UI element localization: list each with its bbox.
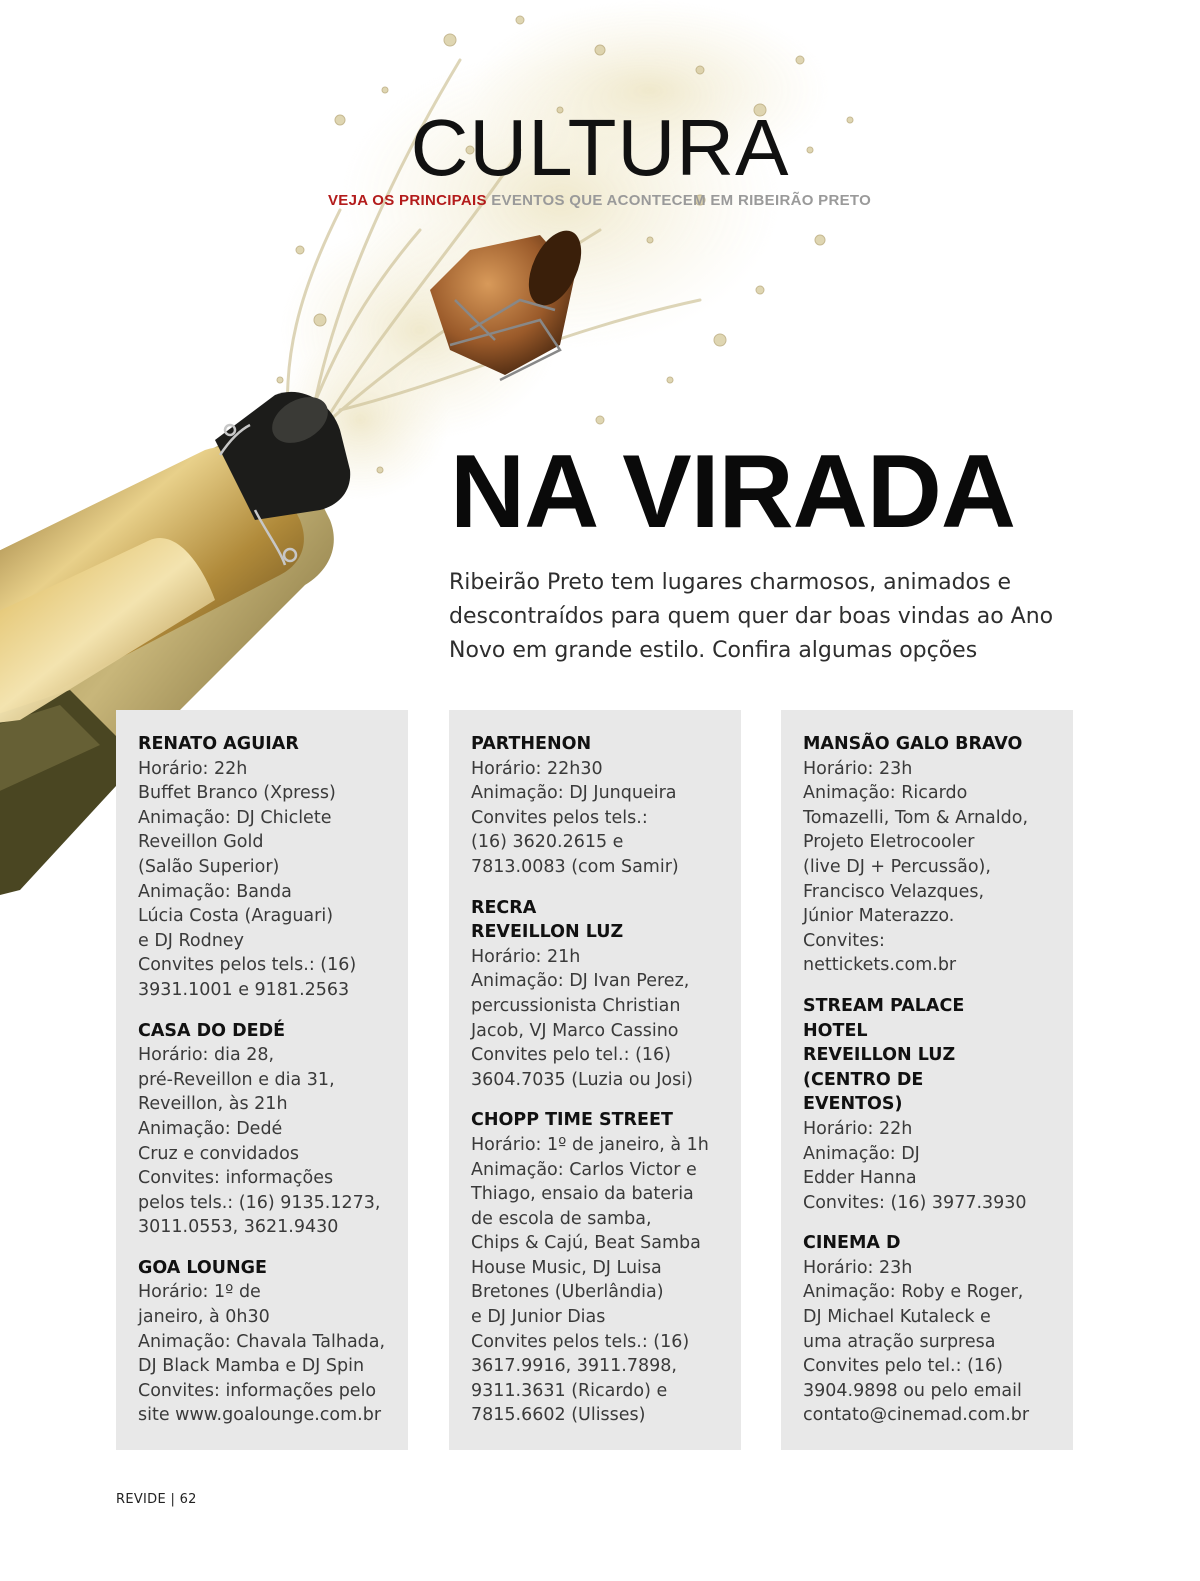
venue-stream-palace-hotel	[803, 994, 1055, 1215]
venue-details: Horário: 22h Buffet Branco (Xpress) Animação: DJ Chiclete Reveillon Gold (Salão Superior) Animação: Banda Lúcia Costa (Araguari) e DJ Rodney Convites pelos tels.: (16) 3931.1001 e 9181.2563	[138, 758, 357, 1000]
section-subtitle	[328, 192, 871, 209]
venue-goa-lounge	[138, 1256, 390, 1428]
article-headline: NA VIRADA	[450, 434, 1015, 550]
subtitle-rest: EVENTOS QUE ACONTECEM EM RIBEIRÃO PRETO	[486, 192, 872, 209]
venue-details: Horário: 1º de janeiro, à 0h30 Animação: Chavala Talhada, DJ Black Mamba e DJ Spin Convites: informações pelo site www.goalounge.com.br	[138, 1282, 386, 1426]
venue-parthenon	[471, 732, 723, 880]
venue-name: CINEMA D	[803, 1233, 901, 1254]
venue-recra	[471, 896, 723, 1093]
footer-separator: |	[170, 1492, 176, 1507]
events-column-3	[781, 710, 1073, 1450]
venue-name: MANSÃO GALO BRAVO	[803, 734, 1023, 754]
venue-name: CASA DO DEDÉ	[138, 1020, 286, 1041]
section-title: CULTURA	[410, 103, 790, 192]
venue-details: Horário: 22h Animação: DJ Edder Hanna Convites: (16) 3977.3930	[803, 1118, 1027, 1213]
venue-details: Horário: 23h Animação: Roby e Roger, DJ Michael Kutaleck e uma atração surpresa Convites pelo tel.: (16) 3904.9898 ou pelo email contato@cinemad.com.br	[803, 1257, 1030, 1426]
events-column-1	[116, 710, 408, 1450]
venue-details: Horário: 23h Animação: Ricardo Tomazelli, Tom & Arnaldo, Projeto Eletrocooler (live DJ + Percussão), Francisco Velazques, Júnior Materazzo. Convites: nettickets.com.br	[803, 758, 1029, 976]
venue-mansao-galo-bravo	[803, 732, 1055, 978]
article-lead: Ribeirão Preto tem lugares charmosos, animados e descontraídos para quem quer dar boas vindas ao Ano Novo em grande estilo. Confira algumas opções	[449, 570, 1054, 663]
venue-cinema-d	[803, 1231, 1055, 1428]
subtitle-highlight: VEJA OS PRINCIPAIS	[328, 192, 487, 209]
magazine-name: REVIDE	[116, 1492, 166, 1507]
venue-chopp-time-street	[471, 1108, 723, 1428]
venue-name: RECRA REVEILLON LUZ	[471, 897, 624, 943]
venue-name: RENATO AGUIAR	[138, 734, 299, 754]
venue-casa-do-dede	[138, 1019, 390, 1240]
venue-details: Horário: 22h30 Animação: DJ Junqueira Convites pelos tels.: (16) 3620.2615 e 7813.0083 (com Samir)	[471, 758, 679, 877]
page-footer	[116, 1492, 197, 1507]
venue-name: GOA LOUNGE	[138, 1257, 267, 1278]
venue-details: Horário: 21h Animação: DJ Ivan Perez, percussionista Christian Jacob, VJ Marco Cassino Convites pelo tel.: (16) 3604.7035 (Luzia ou Josi)	[471, 946, 693, 1090]
events-column-2	[449, 710, 741, 1450]
page-number: 62	[179, 1492, 197, 1507]
venue-details: Horário: dia 28, pré-Reveillon e dia 31, Reveillon, às 21h Animação: Dedé Cruz e convidados Convites: informações pelos tels.: (16) 9135.1273, 3011.0553, 3621.9430	[138, 1045, 381, 1238]
venue-renato-aguiar	[138, 732, 390, 1003]
venue-name: PARTHENON	[471, 734, 592, 754]
venue-details: Horário: 1º de janeiro, à 1h Animação: Carlos Victor e Thiago, ensaio da bateria de escola de samba, Chips & Cajú, Beat Samba House Music, DJ Luisa Bretones (Uberlândia) e DJ Junior Dias Convites pelos tels.: (16) 3617.9916, 3911.7898, 9311.3631 (Ricardo) e 7815.6602 (Ulisses)	[471, 1134, 709, 1426]
venue-name: STREAM PALACE HOTEL REVEILLON LUZ (CENTRO DE EVENTOS)	[803, 995, 965, 1115]
venue-name: CHOPP TIME STREET	[471, 1110, 673, 1131]
